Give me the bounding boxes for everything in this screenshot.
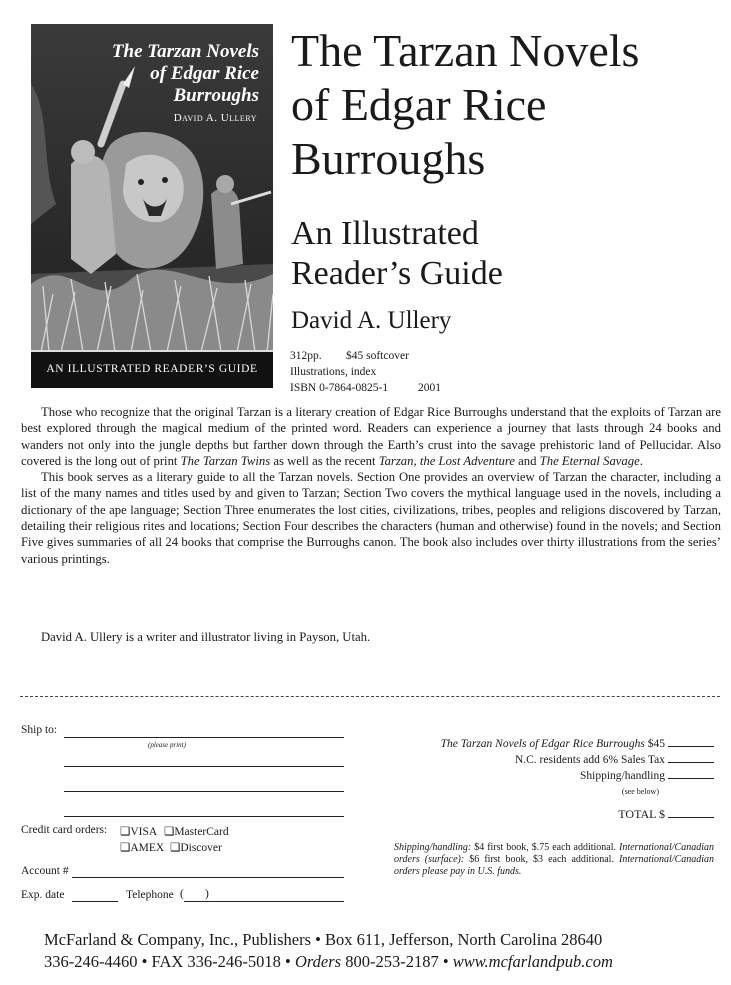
cover-title-line-2: of Edgar Rice	[150, 63, 259, 84]
orders-number: 800-253-2187 •	[341, 952, 453, 971]
visa-checkbox-icon[interactable]: ❑	[120, 826, 131, 838]
book-title-line-1: The Tarzan Novels	[291, 25, 640, 76]
order-see-below: (see below)	[621, 787, 659, 796]
p1-title-lost-adventure: Tarzan, the Lost Adventure	[378, 453, 515, 468]
order-book-price: $45	[647, 738, 665, 750]
order-tax-blank[interactable]	[668, 752, 714, 763]
spec-line-3	[290, 380, 441, 396]
exp-date-label: Exp. date	[21, 889, 65, 901]
cut-line	[20, 696, 720, 697]
exp-date-line[interactable]	[72, 901, 118, 902]
ship-to-line-3[interactable]	[64, 791, 344, 792]
description-paragraph-2: This book serves as a literary guide to all the Tarzan novels. Section One provides an overview of Tarzan the character, including a list of the many names and titles used by and given to Tarzan; Section Two covers the mythical language used in the novels, including a dictionary of the ape language; Section Three enumerates the lost cities, civilizations, tribes, peoples and religions discovered by Tarzan, detailing their religious rites and locations; Section Four describes the characters (human and otherwise) found in the novels; and Section Five gives summaries of all 24 books that comprise the Burroughs canon. The book also includes over thirty illustrations from the series’ various printings.	[21, 470, 721, 566]
please-print-note: (please print)	[148, 741, 186, 749]
spec-line-1	[290, 348, 409, 364]
discover-label: Discover	[180, 842, 222, 854]
description-paragraph-1	[21, 404, 721, 469]
p1-lead: Those who recognize that the original Tarzan is a literary creation of Edgar Rice Burroughs understand that the exploits of Tarzan are best explored through the magical medium of the printed word. Readers can experience a journey that lasts through 24 books and wanders not only into the jungle depths but farther down through the Earth’s crust into the savage prehistoric land of Pellucidar. Also covered is the long out of print	[21, 405, 721, 468]
orders-label: Orders	[294, 952, 342, 971]
shipping-label-3: International/Canadian orders please pay in U.S. funds.	[394, 854, 715, 877]
order-total-row	[384, 806, 714, 822]
order-shipping-label: Shipping/handling	[580, 770, 665, 782]
p1-end: .	[639, 453, 643, 468]
amex-label: AMEX	[130, 842, 165, 854]
visa-label: VISA	[130, 826, 158, 838]
cover-title-line-1: The Tarzan Novels	[111, 41, 259, 62]
ship-to-label: Ship to:	[21, 724, 58, 736]
book-cover	[31, 24, 273, 388]
publisher-phones: 336-246-4460 • FAX 336-246-5018 •	[44, 952, 295, 971]
order-book-blank[interactable]	[668, 736, 714, 747]
p1-title-eternal-savage: The Eternal Savage	[539, 453, 640, 468]
book-subtitle-line-1: An Illustrated	[291, 215, 479, 252]
spec-pages: 312pp.	[290, 350, 322, 362]
order-total-blank[interactable]	[668, 807, 714, 818]
discover-checkbox-icon[interactable]: ❑	[170, 842, 181, 854]
p1-and: and	[515, 453, 540, 468]
p1-mid: as well as the recent	[270, 453, 379, 468]
book-title	[291, 24, 639, 186]
p1-title-tarzan-twins: The Tarzan Twins	[180, 453, 271, 468]
telephone-open-paren: (	[180, 888, 184, 900]
amex-option[interactable]	[120, 840, 164, 854]
mastercard-checkbox-icon[interactable]: ❑	[164, 826, 175, 838]
order-tax-row	[384, 752, 714, 768]
ship-to-line-2[interactable]	[64, 766, 344, 767]
spec-year: 2001	[418, 382, 441, 394]
amex-checkbox-icon[interactable]: ❑	[120, 842, 131, 854]
account-line[interactable]	[72, 877, 344, 878]
mastercard-label: MasterCard	[174, 826, 229, 838]
order-summary	[384, 736, 714, 822]
book-title-line-3: Burroughs	[291, 133, 486, 184]
ship-to-line-4[interactable]	[64, 816, 344, 817]
order-tax-label: N.C. residents add 6% Sales Tax	[514, 754, 665, 766]
cover-author: David A. Ullery	[173, 112, 257, 124]
shipping-label-1: Shipping/handling:	[394, 842, 472, 853]
credit-card-label: Credit card orders:	[21, 824, 108, 836]
publisher-website-link[interactable]: www.mcfarlandpub.com	[452, 952, 613, 971]
author-name: David A. Ullery	[291, 307, 452, 334]
account-label: Account #	[21, 865, 69, 877]
spec-price: $45 softcover	[346, 350, 409, 362]
shipping-note	[394, 842, 714, 878]
order-book-title: The Tarzan Novels of Edgar Rice Burroughs	[440, 738, 645, 750]
shipping-label-2: International/Canadian orders (surface):	[394, 842, 714, 865]
order-shipping-row	[384, 768, 714, 784]
telephone-close-paren: )	[205, 888, 209, 900]
ship-to-line-1[interactable]	[64, 737, 344, 738]
visa-option[interactable]	[120, 824, 157, 838]
book-subtitle-line-2: Reader’s Guide	[291, 255, 503, 292]
cover-band: AN ILLUSTRATED READER’S GUIDE	[31, 350, 273, 388]
telephone-label: Telephone	[126, 889, 174, 901]
telephone-line[interactable]	[184, 901, 344, 902]
spec-illustrations: Illustrations, index	[290, 366, 377, 378]
publisher-contact	[44, 952, 613, 972]
shipping-text-1: $4 first book, $.75 each additional.	[471, 842, 619, 853]
book-subtitle	[291, 214, 503, 294]
order-total-label: TOTAL $	[618, 807, 665, 821]
cover-title-line-3: Burroughs	[173, 85, 259, 106]
author-bio: David A. Ullery is a writer and illustrator living in Payson, Utah.	[41, 630, 371, 644]
shipping-text-2: $6 first book, $3 each additional.	[464, 854, 620, 865]
mastercard-option[interactable]	[164, 824, 229, 838]
order-book-row	[384, 736, 714, 752]
description	[21, 404, 721, 567]
discover-option[interactable]	[170, 840, 222, 854]
order-shipping-blank[interactable]	[668, 768, 714, 779]
book-title-line-2: of Edgar Rice	[291, 79, 547, 130]
spec-isbn: ISBN 0-7864-0825-1	[290, 382, 389, 394]
publisher-address: McFarland & Company, Inc., Publishers • Box 611, Jefferson, North Carolina 28640	[44, 930, 603, 949]
